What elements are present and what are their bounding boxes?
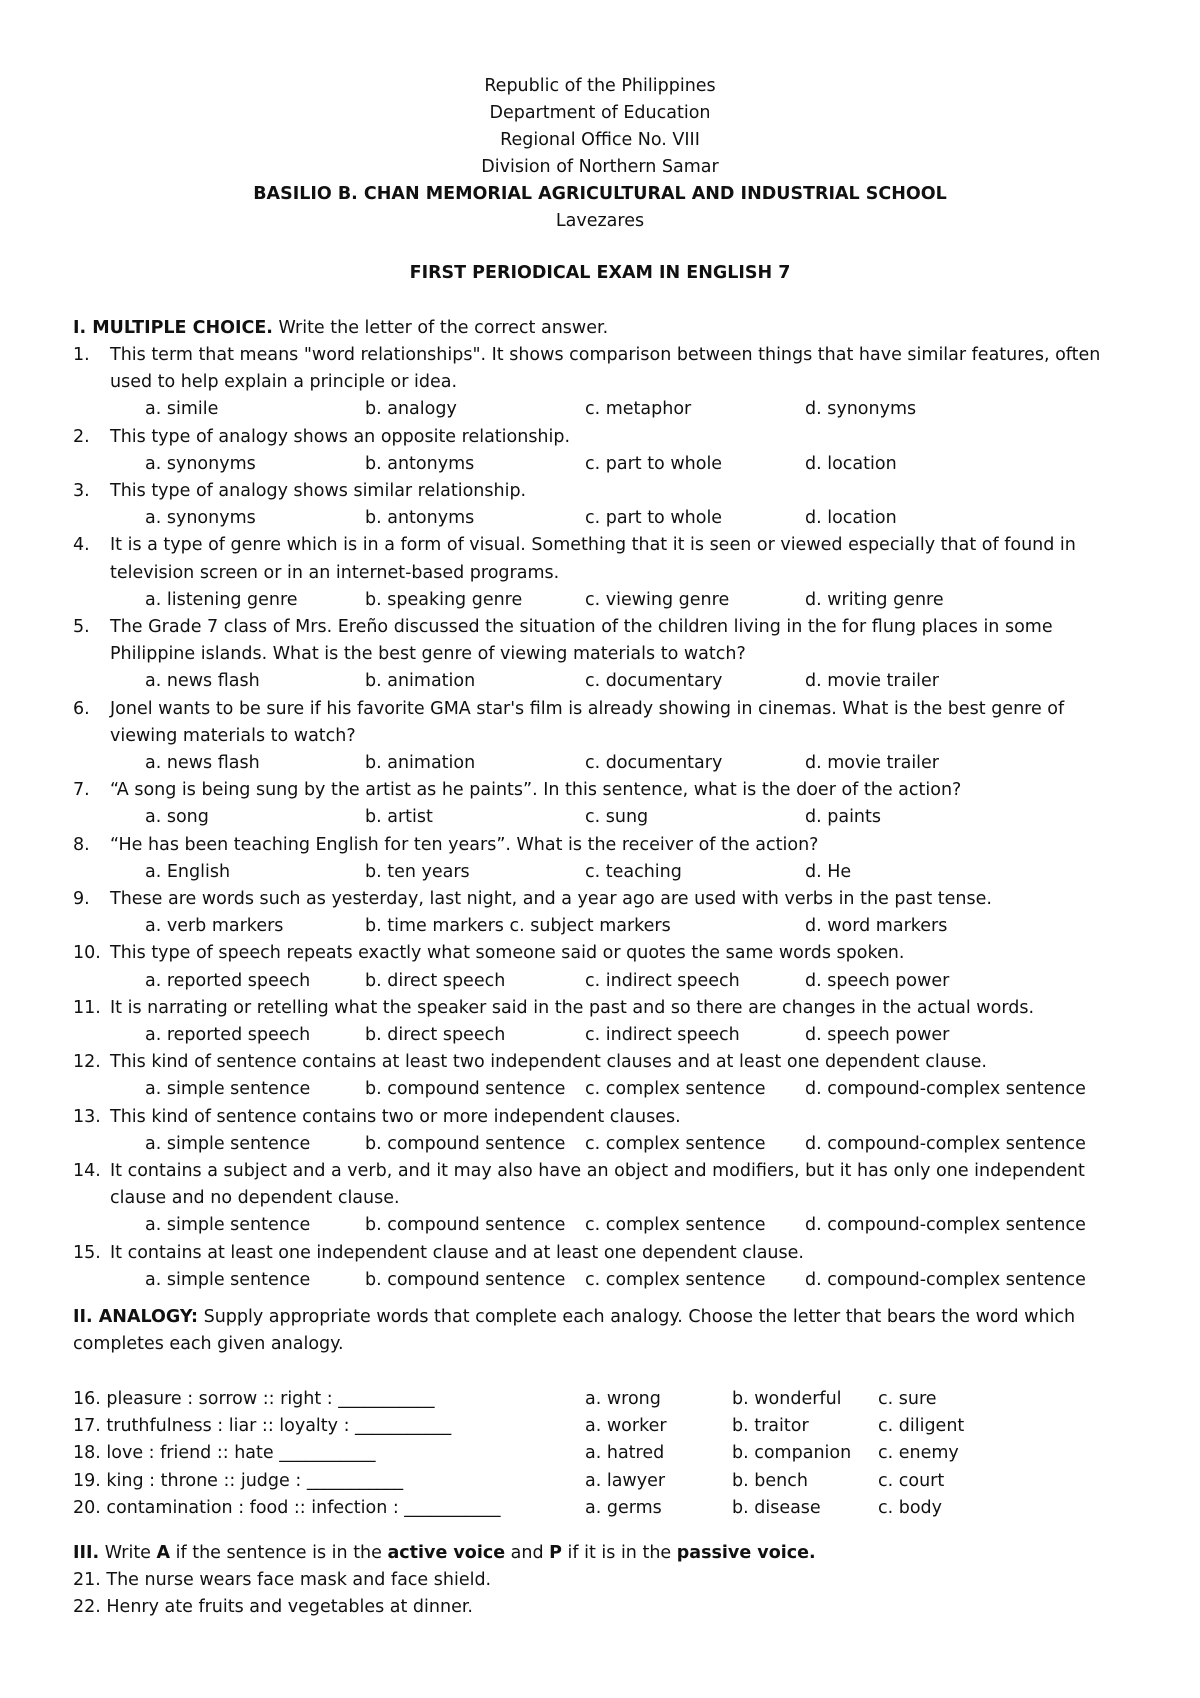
- header-school-name: BASILIO B. CHAN MEMORIAL AGRICULTURAL AND INDUSTRIAL SCHOOL: [253, 184, 947, 204]
- analogy-question: 18. love : friend :: hate ___________: [73, 1443, 376, 1464]
- part2-instruction-text: Supply appropriate words that complete each analogy. Choose the letter that bears the word which: [198, 1307, 1076, 1327]
- question-text: It is narrating or retelling what the speaker said in the past and so there are changes in the actual words.: [110, 997, 1035, 1018]
- answer-option: c. metaphor: [585, 399, 692, 420]
- answer-option: c. documentary: [585, 753, 723, 773]
- analogy-option: b. companion: [732, 1443, 852, 1464]
- answer-option: a. song: [145, 807, 209, 828]
- header-town: Lavezares: [555, 211, 645, 231]
- analogy-option: a. hatred: [585, 1443, 665, 1464]
- analogy-option: a. lawyer: [585, 1470, 666, 1491]
- analogy-option: a. worker: [585, 1416, 667, 1437]
- question-text: These are words such as yesterday, last night, and a year ago are used with verbs in the past tense.: [110, 889, 992, 909]
- question-text: “He has been teaching English for ten years”. What is the receiver of the action?: [110, 834, 819, 855]
- exam-title: FIRST PERIODICAL EXAM IN ENGLISH 7: [409, 263, 791, 283]
- question-text: This kind of sentence contains at least two independent clauses and at least one dependent clause.: [110, 1052, 987, 1073]
- answer-option: b. speaking genre: [365, 589, 523, 610]
- analogy-question: 17. truthfulness : liar :: loyalty : ___________: [73, 1416, 452, 1437]
- voice-question: 21. The nurse wears face mask and face shield.: [73, 1570, 492, 1590]
- analogy-option: a. wrong: [585, 1389, 661, 1409]
- answer-option: d. location: [805, 508, 897, 529]
- question-text: It contains at least one independent clause and at least one dependent clause.: [110, 1242, 804, 1263]
- answer-option: a. synonyms: [145, 508, 256, 529]
- answer-option: a. reported speech: [145, 1025, 311, 1045]
- part1-heading: I. MULTIPLE CHOICE.: [73, 318, 273, 338]
- answer-option: c. part to whole: [585, 453, 723, 474]
- part2-heading: II. ANALOGY:: [73, 1307, 199, 1327]
- analogy-question: 16. pleasure : sorrow :: right : ___________: [73, 1389, 435, 1409]
- question-text: Philippine islands. What is the best genre of viewing materials to watch?: [110, 644, 746, 665]
- part1-instruction: [73, 317, 608, 339]
- analogy-question: 20. contamination : food :: infection : ___________: [73, 1497, 501, 1518]
- answer-option: d. speech power: [805, 1025, 950, 1045]
- answer-option: c. sung: [585, 807, 649, 828]
- question-number: 11.: [73, 997, 101, 1018]
- answer-option: d. movie trailer: [805, 671, 940, 692]
- question-text: The Grade 7 class of Mrs. Ereño discussed the situation of the children living in the for flung places in some: [110, 617, 1053, 637]
- answer-option: a. news flash: [145, 753, 260, 773]
- answer-option: c. complex sentence: [585, 1269, 766, 1290]
- question-text: television screen or in an internet-based programs.: [110, 562, 560, 583]
- analogy-option: b. traitor: [732, 1416, 809, 1437]
- analogy-option: c. body: [878, 1497, 943, 1518]
- question-text: viewing materials to watch?: [110, 725, 356, 746]
- header-republic: Republic of the Philippines: [484, 76, 716, 96]
- answer-option: d. compound-complex sentence: [805, 1133, 1086, 1154]
- answer-option: a. English: [145, 861, 231, 882]
- answer-option: d. He: [805, 861, 852, 882]
- answer-option: d. writing genre: [805, 589, 944, 610]
- answer-option: c. complex sentence: [585, 1215, 766, 1236]
- answer-option: a. simple sentence: [145, 1133, 311, 1154]
- answer-option: b. compound sentence: [365, 1133, 566, 1154]
- answer-option: a. verb markers: [145, 916, 284, 937]
- answer-option: b. artist: [365, 807, 433, 828]
- answer-option: b. ten years: [365, 861, 470, 882]
- question-text: “A song is being sung by the artist as he paints”. In this sentence, what is the doer of the action?: [110, 780, 962, 801]
- answer-option: c. indirect speech: [585, 1025, 740, 1045]
- answer-option: d. location: [805, 453, 897, 474]
- question-text: This kind of sentence contains two or more independent clauses.: [110, 1106, 681, 1127]
- answer-option: d. compound-complex sentence: [805, 1079, 1086, 1100]
- question-number: 14.: [73, 1161, 101, 1181]
- answer-option: d. synonyms: [805, 399, 917, 420]
- analogy-option: c. enemy: [878, 1443, 959, 1464]
- question-text: This type of analogy shows similar relationship.: [110, 481, 527, 501]
- answer-option: c. complex sentence: [585, 1133, 766, 1154]
- answer-option: c. viewing genre: [585, 589, 730, 610]
- answer-option: b. animation: [365, 671, 476, 692]
- part2-instruction-line2: completes each given analogy.: [73, 1334, 344, 1354]
- answer-option: b. compound sentence: [365, 1269, 566, 1290]
- question-number: 3.: [73, 481, 90, 501]
- answer-option: a. reported speech: [145, 970, 311, 991]
- analogy-option: b. wonderful: [732, 1389, 842, 1409]
- answer-option: a. simple sentence: [145, 1215, 311, 1236]
- question-number: 9.: [73, 889, 90, 909]
- analogy-option: c. sure: [878, 1389, 937, 1409]
- answer-option: a. simple sentence: [145, 1079, 311, 1100]
- answer-option: d. paints: [805, 807, 881, 828]
- header-regional-office: Regional Office No. VIII: [500, 130, 700, 150]
- answer-option: b. antonyms: [365, 508, 475, 529]
- answer-option: b. direct speech: [365, 970, 506, 991]
- question-text: This type of analogy shows an opposite relationship.: [110, 426, 571, 447]
- question-number: 15.: [73, 1242, 101, 1263]
- question-text: It contains a subject and a verb, and it may also have an object and modifiers, but it has only one independent: [110, 1161, 1085, 1181]
- question-number: 7.: [73, 780, 90, 801]
- answer-option: a. news flash: [145, 671, 260, 692]
- question-number: 6.: [73, 698, 90, 719]
- analogy-option: a. germs: [585, 1497, 662, 1518]
- question-number: 13.: [73, 1106, 101, 1127]
- answer-option: b. antonyms: [365, 453, 475, 474]
- question-text: Jonel wants to be sure if his favorite GMA star's film is already showing in cinemas. What is the best genre of: [110, 698, 1065, 719]
- question-number: 2.: [73, 426, 90, 447]
- question-number: 10.: [73, 943, 101, 964]
- answer-option: d. speech power: [805, 970, 950, 991]
- analogy-option: b. disease: [732, 1497, 821, 1518]
- answer-option: a. synonyms: [145, 453, 256, 474]
- answer-option: d. movie trailer: [805, 753, 940, 773]
- question-number: 12.: [73, 1052, 101, 1073]
- answer-option: b. animation: [365, 753, 476, 773]
- answer-option: c. teaching: [585, 861, 682, 882]
- answer-option: b. analogy: [365, 399, 457, 420]
- analogy-question: 19. king : throne :: judge : ___________: [73, 1470, 404, 1491]
- answer-option: c. indirect speech: [585, 970, 740, 991]
- answer-option: b. time markers c. subject markers: [365, 916, 671, 937]
- header-division: Division of Northern Samar: [481, 157, 719, 177]
- question-text: clause and no dependent clause.: [110, 1188, 400, 1209]
- question-text: This type of speech repeats exactly what someone said or quotes the same words spoken.: [110, 943, 905, 964]
- analogy-option: c. diligent: [878, 1416, 965, 1437]
- question-number: 5.: [73, 617, 90, 637]
- header-department: Department of Education: [489, 103, 711, 123]
- question-number: 8.: [73, 834, 90, 855]
- answer-option: d. compound-complex sentence: [805, 1269, 1086, 1290]
- answer-option: a. listening genre: [145, 589, 298, 610]
- answer-option: c. complex sentence: [585, 1079, 766, 1100]
- answer-option: b. compound sentence: [365, 1079, 566, 1100]
- analogy-option: b. bench: [732, 1470, 808, 1491]
- answer-option: c. documentary: [585, 671, 723, 692]
- part3-instruction: III. Write A if the sentence is in the active voice and P if it is in the passive voice.: [73, 1543, 816, 1563]
- answer-option: d. word markers: [805, 916, 948, 937]
- answer-option: b. compound sentence: [365, 1215, 566, 1236]
- answer-option: c. part to whole: [585, 508, 723, 529]
- part1-instruction-text: Write the letter of the correct answer.: [272, 318, 609, 338]
- answer-option: d. compound-complex sentence: [805, 1215, 1086, 1236]
- question-number: 4.: [73, 535, 90, 556]
- question-text: This term that means "word relationships". It shows comparison between things that have similar features, often: [110, 345, 1101, 365]
- question-text: It is a type of genre which is in a form of visual. Something that it is seen or viewed especially that of found in: [110, 535, 1076, 556]
- part2-instruction-line1: [73, 1306, 1075, 1328]
- answer-option: b. direct speech: [365, 1025, 506, 1045]
- answer-option: a. simple sentence: [145, 1269, 311, 1290]
- question-text: used to help explain a principle or idea.: [110, 372, 458, 393]
- analogy-option: c. court: [878, 1470, 945, 1491]
- answer-option: a. simile: [145, 399, 219, 420]
- voice-question: 22. Henry ate fruits and vegetables at dinner.: [73, 1597, 473, 1618]
- question-number: 1.: [73, 345, 90, 365]
- part3-heading: III.: [73, 1543, 100, 1563]
